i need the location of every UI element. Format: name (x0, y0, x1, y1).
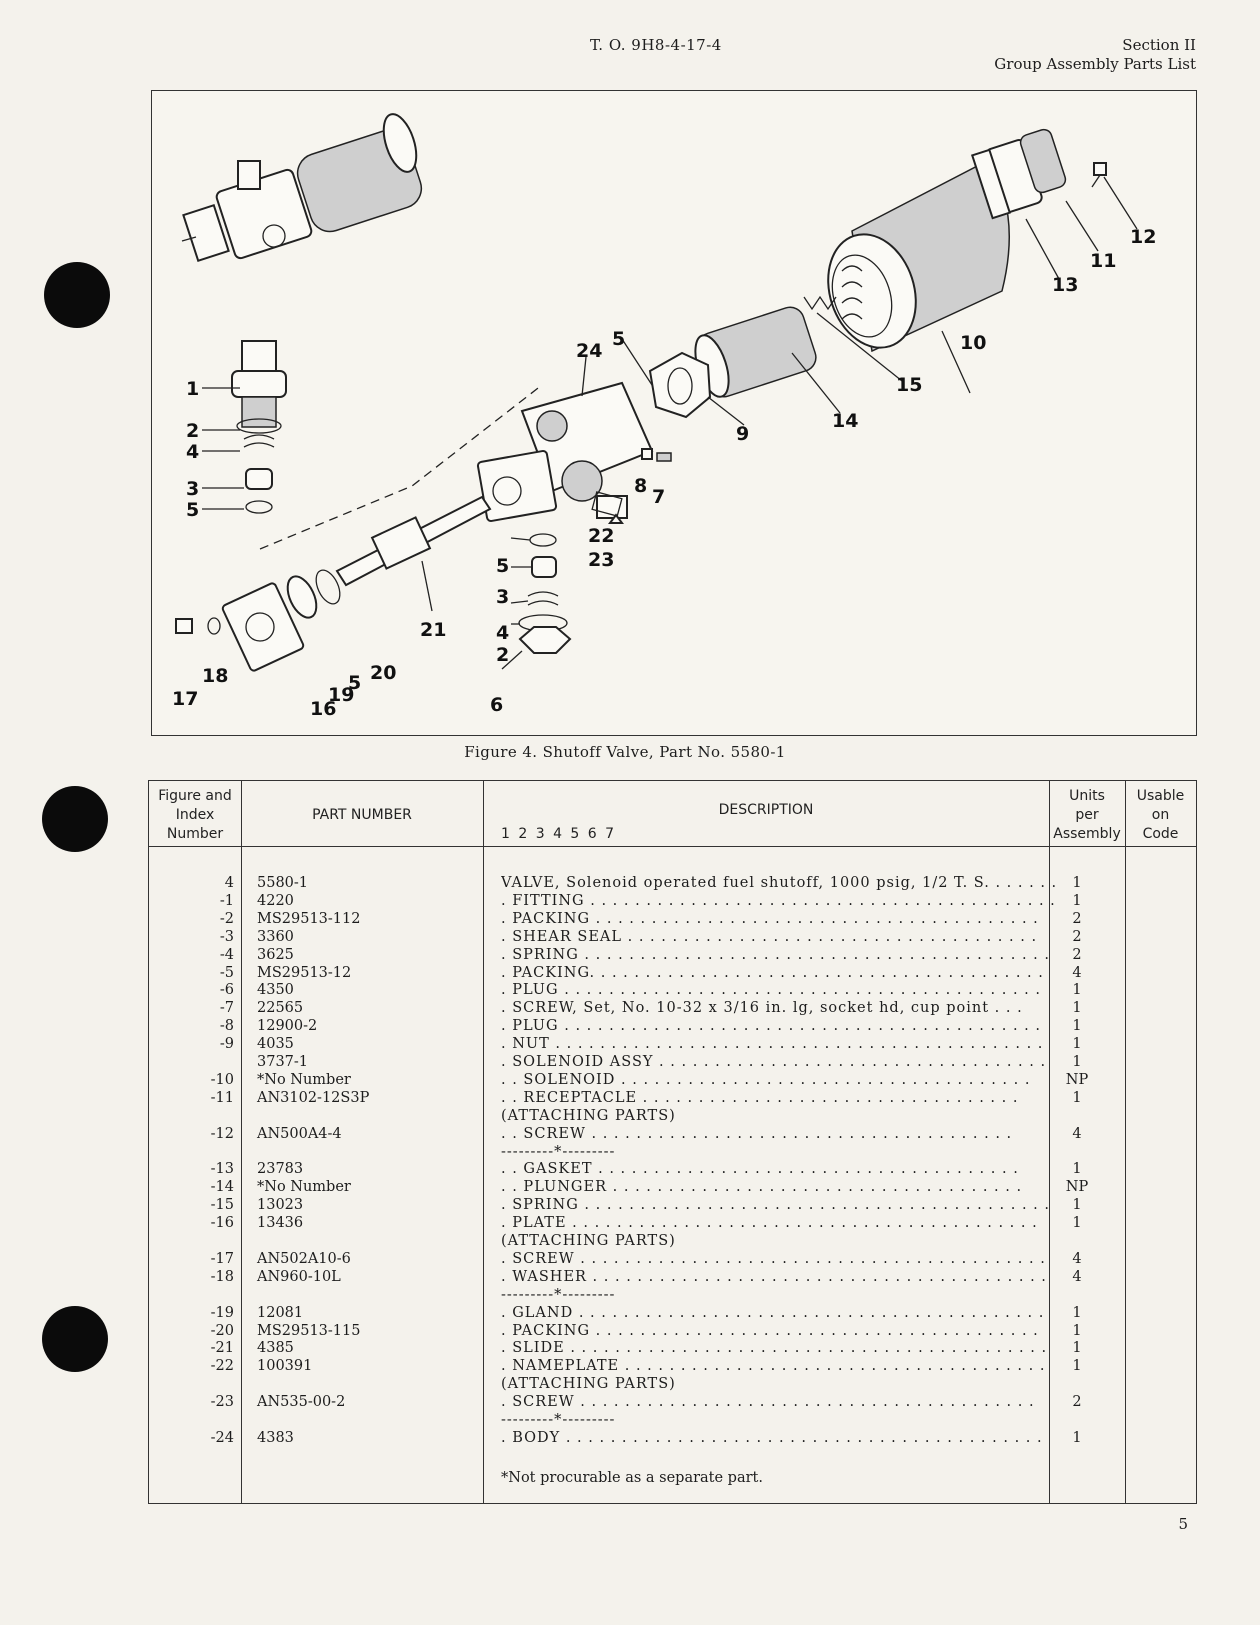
callout-label: 6 (490, 694, 504, 716)
callout-label: 3 (186, 478, 200, 500)
header-units: Units per Assembly (1053, 788, 1121, 842)
units-per-assembly: 1 (1072, 1036, 1082, 1053)
part-number: AN960-10L (257, 1268, 341, 1285)
table-row (149, 1107, 1196, 1125)
index-number: -24 (210, 1429, 234, 1446)
part-number: *No Number (257, 1179, 351, 1196)
callout-label: 7 (652, 486, 666, 508)
part-number: AN535-00-2 (257, 1394, 346, 1411)
description: . PLUG . . . . . . . . . . . . . . . . . . . . . . . . . . . . . . . . . . . . . . . . . . . (501, 982, 1041, 999)
table-row (149, 1232, 1196, 1250)
description: . BODY . . . . . . . . . . . . . . . . . . . . . . . . . . . . . . . . . . . . . . . . . . . (501, 1429, 1043, 1446)
callout-label: 23 (588, 549, 615, 571)
table-row (149, 1214, 1196, 1232)
binder-hole (42, 786, 108, 852)
index-number: -5 (219, 964, 234, 981)
table-row (149, 1053, 1196, 1071)
callout-label: 2 (186, 420, 200, 442)
callout-label: 1 (186, 378, 200, 400)
plunger-illustration (689, 297, 836, 401)
description: . . RECEPTACLE . . . . . . . . . . . . . . . . . . . . . . . . . . . . . . . . . . (501, 1089, 1019, 1106)
index-number: -13 (210, 1161, 234, 1178)
callout-label: 5 (612, 328, 626, 350)
figure-caption (0, 743, 1260, 761)
units-per-assembly: 4 (1072, 964, 1082, 981)
table-row (149, 981, 1196, 999)
units-per-assembly: 2 (1072, 1394, 1082, 1411)
part-number: 100391 (257, 1358, 313, 1375)
part-number: 3360 (257, 928, 294, 945)
section-header (994, 36, 1196, 74)
description: . PACKING . . . . . . . . . . . . . . . . . . . . . . . . . . . . . . . . . . . . . . . . (501, 1322, 1039, 1339)
index-number: -10 (210, 1071, 234, 1088)
description: ---------*--------- (501, 1143, 616, 1160)
callout-label: 2 (496, 644, 510, 666)
description: . NAMEPLATE . . . . . . . . . . . . . . . . . . . . . . . . . . . . . . . . . . . . . . (501, 1358, 1046, 1375)
description: ---------*--------- (501, 1286, 616, 1303)
header-figure-index: Figure and Index Number (158, 788, 232, 842)
callout-label: 16 (310, 698, 337, 720)
units-per-assembly: NP (1065, 1179, 1089, 1196)
index-number: -8 (219, 1018, 234, 1035)
table-row (149, 1035, 1196, 1053)
callout-label: 15 (896, 374, 923, 396)
binder-hole (42, 1306, 108, 1372)
part-number: 23783 (257, 1161, 304, 1178)
table-row (149, 928, 1196, 946)
description: . SCREW . . . . . . . . . . . . . . . . . . . . . . . . . . . . . . . . . . . . . . . . . . (501, 1250, 1046, 1267)
part-number: 12081 (257, 1304, 304, 1321)
table-row (149, 874, 1196, 892)
callout-label: 20 (370, 662, 397, 684)
table-row (149, 1250, 1196, 1268)
callout-label: 4 (496, 622, 510, 644)
section-title: Group Assembly Parts List (994, 55, 1196, 73)
table-row (149, 1089, 1196, 1107)
part-number: 13436 (257, 1215, 304, 1232)
table-row (149, 1017, 1196, 1035)
description: . SOLENOID ASSY . . . . . . . . . . . . . . . . . . . . . . . . . . . . . . . . . . . (501, 1054, 1047, 1070)
table-row (149, 946, 1196, 964)
units-per-assembly: 1 (1072, 1215, 1082, 1232)
description: . . PLUNGER . . . . . . . . . . . . . . . . . . . . . . . . . . . . . . . . . . . . . (501, 1179, 1023, 1196)
part-number: MS29513-115 (257, 1322, 361, 1339)
part-number: AN3102-12S3P (257, 1089, 370, 1106)
description: (ATTACHING PARTS) (501, 1107, 676, 1124)
index-number: -11 (210, 1089, 234, 1106)
units-per-assembly: 4 (1072, 1250, 1082, 1267)
parts-list-table (148, 780, 1197, 1504)
table-row (149, 1411, 1196, 1429)
part-number: 4385 (257, 1340, 294, 1357)
table-row (149, 1393, 1196, 1411)
units-per-assembly: 2 (1072, 910, 1082, 927)
callout-label: 13 (1052, 274, 1079, 296)
part-number: AN500A4-4 (257, 1125, 342, 1142)
description: . FITTING . . . . . . . . . . . . . . . . . . . . . . . . . . . . . . . . . . . . . . . . . . (501, 892, 1056, 909)
part-number: 22565 (257, 1000, 304, 1017)
callout-label: 11 (1090, 250, 1117, 272)
units-per-assembly: NP (1065, 1071, 1089, 1088)
callout-label: 5 (496, 555, 510, 577)
units-per-assembly: 1 (1072, 1161, 1082, 1178)
description: . PACKING. . . . . . . . . . . . . . . . . . . . . . . . . . . . . . . . . . . . . . . . . (501, 964, 1044, 981)
index-number: -23 (210, 1394, 234, 1411)
units-per-assembly: 1 (1072, 1054, 1082, 1070)
slide-assembly-illustration (176, 497, 490, 672)
page-number: 5 (1178, 1515, 1188, 1533)
part-number: 3625 (257, 946, 294, 963)
description: . PLUG . . . . . . . . . . . . . . . . . . . . . . . . . . . . . . . . . . . . . . . . . . . (501, 1018, 1041, 1035)
index-number: -18 (210, 1268, 234, 1285)
index-number: -1 (219, 892, 234, 909)
callout-label: 22 (588, 525, 615, 547)
callout-label: 5 (348, 672, 362, 694)
description: . PACKING . . . . . . . . . . . . . . . . . . . . . . . . . . . . . . . . . . . . . . . . (501, 910, 1039, 927)
part-number: 4350 (257, 982, 294, 999)
table-row (149, 910, 1196, 928)
units-per-assembly: 1 (1072, 1000, 1082, 1017)
units-per-assembly: 2 (1072, 946, 1082, 963)
index-number: -15 (210, 1197, 234, 1214)
index-number: -2 (219, 910, 234, 927)
nut-illustration (650, 353, 710, 417)
figure-caption-text: Figure 4. Shutoff Valve, Part No. 5580-1 (464, 743, 786, 761)
description: . PLATE . . . . . . . . . . . . . . . . . . . . . . . . . . . . . . . . . . . . . . . . . . (501, 1215, 1038, 1232)
plug-stack-illustration (519, 534, 570, 653)
callout-label: 12 (1130, 226, 1157, 248)
part-number: 4383 (257, 1429, 294, 1446)
table-row (149, 1429, 1196, 1447)
description: . GLAND . . . . . . . . . . . . . . . . . . . . . . . . . . . . . . . . . . . . . . . . . . (501, 1304, 1045, 1321)
part-number: 5580-1 (257, 875, 309, 891)
description: . . SOLENOID . . . . . . . . . . . . . . . . . . . . . . . . . . . . . . . . . . . . . (501, 1071, 1031, 1088)
units-per-assembly: 1 (1072, 1358, 1082, 1375)
units-per-assembly: 1 (1072, 982, 1082, 999)
exploded-view-figure (151, 90, 1197, 736)
units-per-assembly: 1 (1072, 1429, 1082, 1446)
part-number: 12900-2 (257, 1018, 318, 1035)
table-row (149, 1196, 1196, 1214)
callout-label: 18 (202, 665, 229, 687)
description: . . GASKET . . . . . . . . . . . . . . . . . . . . . . . . . . . . . . . . . . . . . . (501, 1161, 1019, 1178)
units-per-assembly: 1 (1072, 875, 1082, 891)
table-row (149, 1357, 1196, 1375)
callout-label: 5 (186, 499, 200, 521)
index-number: -17 (210, 1250, 234, 1267)
callout-label: 10 (960, 332, 987, 354)
table-row (149, 1339, 1196, 1357)
section-label: Section II (1122, 36, 1196, 54)
index-number: 4 (224, 875, 234, 891)
callout-labels (172, 226, 1156, 720)
description: . SCREW, Set, No. 10-32 x 3/16 in. lg, socket hd, cup point . . . (501, 1000, 1023, 1017)
solenoid-illustration (814, 161, 1009, 359)
description: . SPRING . . . . . . . . . . . . . . . . . . . . . . . . . . . . . . . . . . . . . . . . . . (501, 1197, 1050, 1214)
description: (ATTACHING PARTS) (501, 1233, 676, 1249)
table-row (149, 1143, 1196, 1161)
description: ---------*--------- (501, 1412, 616, 1428)
table-row (149, 892, 1196, 910)
assembled-valve-illustration (182, 110, 427, 261)
index-number: -12 (210, 1125, 234, 1142)
index-number: -3 (219, 928, 234, 945)
callout-label: 9 (736, 423, 750, 445)
table-row (149, 1304, 1196, 1322)
part-number: MS29513-112 (257, 910, 361, 927)
units-per-assembly: 4 (1072, 1268, 1082, 1285)
units-per-assembly: 1 (1072, 1322, 1082, 1339)
header-indent-levels: 1 2 3 4 5 6 7 (501, 826, 615, 842)
table-row (149, 1178, 1196, 1196)
description: . SPRING . . . . . . . . . . . . . . . . . . . . . . . . . . . . . . . . . . . . . . . . . . (501, 946, 1050, 963)
description: (ATTACHING PARTS) (501, 1376, 676, 1393)
part-number: MS29513-12 (257, 964, 352, 981)
fitting-stack-illustration (232, 341, 286, 513)
callout-label: 14 (832, 410, 859, 432)
part-number: *No Number (257, 1071, 351, 1088)
part-number: 13023 (257, 1197, 304, 1214)
description: VALVE, Solenoid operated fuel shutoff, 1000 psig, 1/2 T. S. . . . . . . (501, 875, 1058, 891)
description: . WASHER . . . . . . . . . . . . . . . . . . . . . . . . . . . . . . . . . . . . . . . . . (501, 1268, 1047, 1285)
table-row (149, 1322, 1196, 1340)
header-part-number: PART NUMBER (312, 807, 412, 823)
description: . . SCREW . . . . . . . . . . . . . . . . . . . . . . . . . . . . . . . . . . . . . . (501, 1125, 1013, 1142)
table-row (149, 1160, 1196, 1178)
units-per-assembly: 2 (1072, 928, 1082, 945)
index-number: -4 (219, 946, 234, 963)
index-number: -19 (210, 1304, 234, 1321)
table-row (149, 999, 1196, 1017)
callout-label: 24 (576, 340, 603, 362)
units-per-assembly: 1 (1072, 1340, 1082, 1357)
receptacle-illustration (972, 128, 1106, 219)
part-number: 4035 (257, 1036, 294, 1053)
part-number: 3737-1 (257, 1054, 309, 1070)
index-number: -16 (210, 1215, 234, 1232)
units-per-assembly: 1 (1072, 1018, 1082, 1035)
table-row (149, 1286, 1196, 1304)
document-number: T. O. 9H8-4-17-4 (590, 36, 722, 54)
description: . SLIDE . . . . . . . . . . . . . . . . . . . . . . . . . . . . . . . . . . . . . . . . . . . (501, 1340, 1048, 1357)
table-row (149, 1268, 1196, 1286)
index-number: -14 (210, 1179, 234, 1196)
units-per-assembly: 1 (1072, 1089, 1082, 1106)
callout-label: 19 (328, 684, 355, 706)
callout-label: 17 (172, 688, 199, 710)
description: . SCREW . . . . . . . . . . . . . . . . . . . . . . . . . . . . . . . . . . . . . . . . . (501, 1394, 1035, 1411)
index-number: -7 (219, 1000, 234, 1017)
callout-label: 21 (420, 619, 447, 641)
index-number: -20 (210, 1322, 234, 1339)
description: . SHEAR SEAL . . . . . . . . . . . . . . . . . . . . . . . . . . . . . . . . . . . . . (501, 928, 1038, 945)
units-per-assembly: 4 (1072, 1125, 1082, 1142)
index-number: -6 (219, 982, 234, 999)
callout-label: 4 (186, 441, 200, 463)
callout-label: 8 (634, 475, 648, 497)
units-per-assembly: 1 (1072, 892, 1082, 909)
table-row (149, 964, 1196, 982)
valve-body-illustration (477, 383, 652, 522)
table-row (149, 1125, 1196, 1143)
shutoff-valve-illustration (152, 91, 1196, 735)
units-per-assembly: 1 (1072, 1304, 1082, 1321)
footnote: *Not procurable as a separate part. (501, 1470, 763, 1486)
index-number: -21 (210, 1340, 234, 1357)
index-number: -22 (210, 1358, 234, 1375)
table-row (149, 1071, 1196, 1089)
part-number: 4220 (257, 892, 294, 909)
callout-label: 3 (496, 586, 510, 608)
index-number: -9 (219, 1036, 234, 1053)
units-per-assembly: 1 (1072, 1197, 1082, 1214)
binder-hole (44, 262, 110, 328)
header-usable-code: Usable on Code (1136, 788, 1185, 842)
description: . NUT . . . . . . . . . . . . . . . . . . . . . . . . . . . . . . . . . . . . . . . . . . . . (501, 1036, 1044, 1053)
table-row (149, 1375, 1196, 1393)
header-description: DESCRIPTION (718, 802, 814, 818)
part-number: AN502A10-6 (257, 1250, 351, 1267)
